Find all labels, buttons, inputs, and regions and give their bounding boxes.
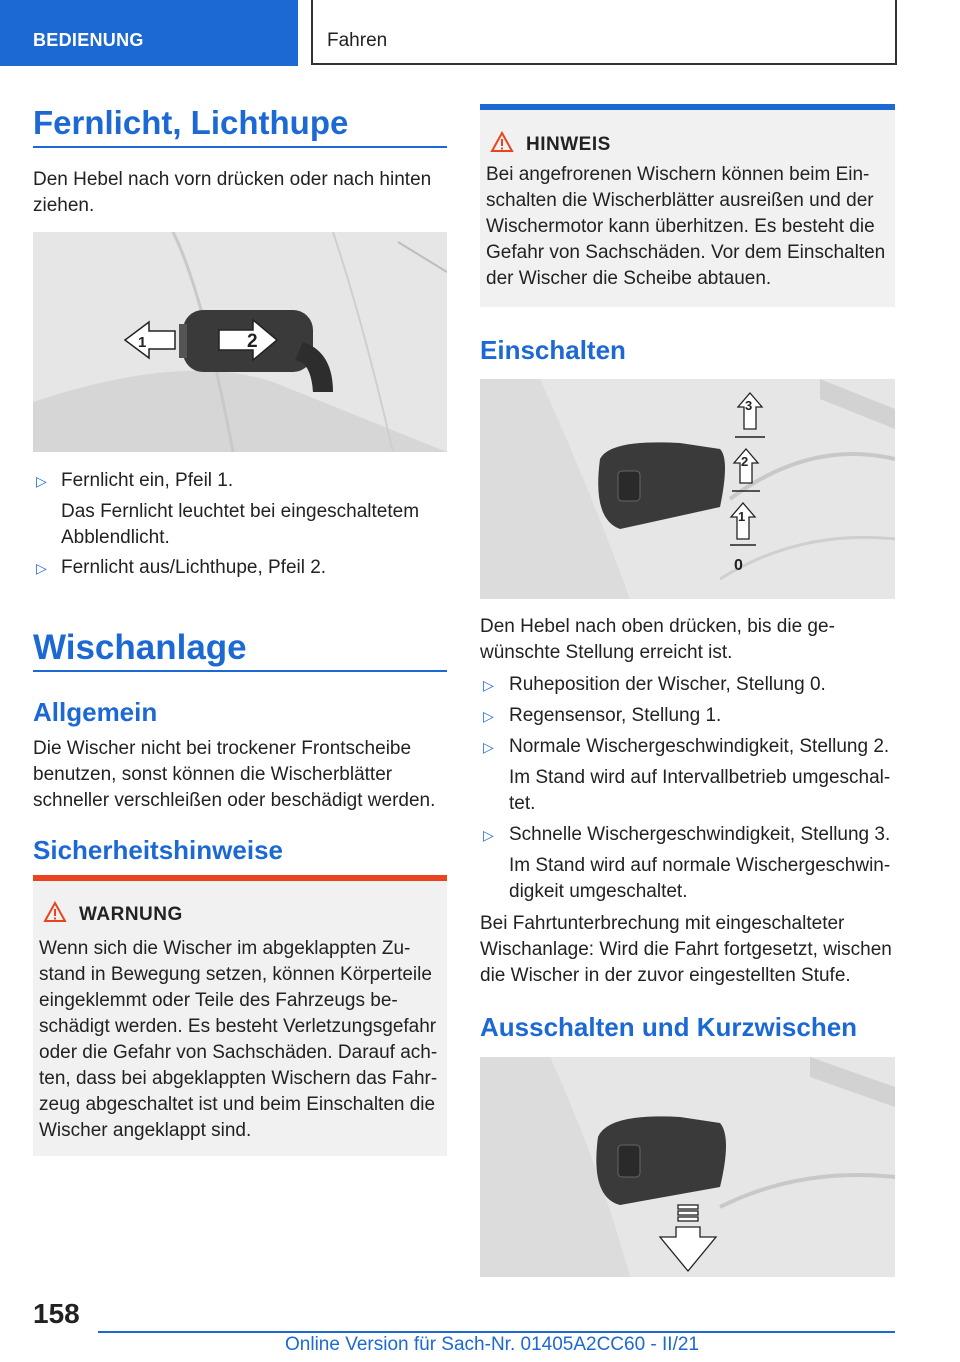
heading-ausschalten: Ausschalten und Kurzwischen [480,1012,858,1042]
einschalten-bullet: Ruheposition der Wischer, Stellung 0. [509,674,826,695]
fernlicht-intro-line: Den Hebel nach vorn drücken oder nach hinten [33,169,432,190]
page-number: 158 [33,1298,80,1329]
heading-fernlicht: Fernlicht, Lichthupe [33,104,349,141]
allgemein-line: Die Wischer nicht bei trockener Frontscheibe [33,738,412,759]
footer-online-version: Online Version für Sach-Nr. 01405A2CC60 - II/21 [285,1334,700,1355]
heading-allgemein: Allgemein [33,697,158,727]
einschalten-bullet: Normale Wischergeschwindigkeit, Stellung 2. [509,736,890,757]
triangle-right-icon: ▷ [36,560,47,576]
note-line: Wischermotor kann überhitzen. Es besteht die [486,216,875,237]
einschalten-bullet-sub: Im Stand wird auf normale Wischergeschwin- [509,855,891,876]
heading-rule [33,670,447,672]
einschalten-paragraph-line: Wischanlage: Wird die Fahrt fortgesetzt, wischen [480,939,892,960]
warning-line: eingeklemmt oder Teile des Fahrzeugs be- [39,990,398,1011]
fernlicht-bullet-sub: Das Fernlicht leuchtet bei eingeschaltetem [61,501,420,522]
warning-triangle-icon [490,131,514,153]
warning-line: stand in Bewegung setzen, können Körperteile [39,964,432,985]
allgemein-line: benutzen, sonst können die Wischerblätter [33,764,393,785]
warning-line: Wenn sich die Wischer im abgeklappten Zu- [39,938,411,959]
einschalten-bullet-sub: Im Stand wird auf Intervallbetrieb umgeschal- [509,767,891,788]
heading-wischanlage: Wischanlage [33,628,247,667]
einschalten-intro-line: Den Hebel nach oben drücken, bis die ge- [480,616,835,637]
einschalten-bullet: Regensensor, Stellung 1. [509,705,722,726]
einschalten-paragraph-line: die Wischer in der zuvor eingestellten Stufe. [480,965,851,986]
heading-sicherheitshinweise: Sicherheitshinweise [33,835,283,865]
warning-line: schädigt werden. Es besteht Verletzungsgefahr [39,1016,437,1037]
fernlicht-bullet: Fernlicht aus/Lichthupe, Pfeil 2. [61,557,327,578]
fernlicht-bullet: Fernlicht ein, Pfeil 1. [61,470,234,491]
figure-label-1: 1 [738,509,746,524]
figure-label-2: 2 [247,331,258,352]
figure-label-3: 3 [745,398,753,413]
header-chapter-label: Fahren [327,30,388,51]
warning-line: oder die Gefahr von Sachschäden. Darauf ach- [39,1042,438,1063]
einschalten-bullet: Schnelle Wischergeschwindigkeit, Stellung 3. [509,824,891,845]
allgemein-line: schneller verschleißen oder beschädigt werden. [33,790,436,811]
warning-bar [33,875,447,881]
footer-rule [98,1331,895,1333]
note-line: schalten die Wischerblätter ausreißen und der [486,190,874,211]
header-section-label: BEDIENUNG [33,30,144,50]
einschalten-bullet-sub: digkeit umgeschaltet. [509,881,688,902]
triangle-right-icon: ▷ [36,473,47,489]
warning-line: Wischer angeklappt sind. [39,1120,252,1141]
note-title: HINWEIS [526,134,611,155]
figure-label-1: 1 [138,334,147,351]
heading-einschalten: Einschalten [480,335,626,365]
einschalten-lever-figure [480,379,895,599]
figure-label-2: 2 [741,454,749,469]
triangle-right-icon: ▷ [483,677,494,693]
note-line: Bei angefrorenen Wischern können beim Ein- [486,164,870,185]
warning-line: ten, dass bei abgeklappten Wischern das Fahr- [39,1068,438,1089]
header-chapter-tab [311,0,897,65]
ausschalten-lever-figure [480,1057,895,1277]
einschalten-intro-line: wünschte Stellung erreicht ist. [480,642,733,663]
header-section-tab [0,0,298,66]
einschalten-bullet-sub: tet. [509,793,536,814]
note-line: Gefahr von Sachschäden. Vor dem Einschalten [486,242,886,263]
warning-triangle-icon [43,901,67,923]
triangle-right-icon: ▷ [483,827,494,843]
note-line: der Wischer die Scheibe abtauen. [486,268,772,289]
triangle-right-icon: ▷ [483,739,494,755]
note-box [480,104,895,307]
warning-title: WARNUNG [79,904,183,925]
warning-box [33,875,447,1156]
fernlicht-intro-line: ziehen. [33,195,95,216]
fernlicht-lever-figure [33,232,447,452]
figure-label-0: 0 [734,557,743,574]
note-bar [480,104,895,110]
einschalten-paragraph-line: Bei Fahrtunterbrechung mit eingeschalteter [480,913,845,934]
warning-line: zeug abgeschaltet ist und beim Einschalten die [39,1094,436,1115]
fernlicht-bullet-sub: Abblendlicht. [61,527,170,548]
triangle-right-icon: ▷ [483,708,494,724]
heading-rule [33,146,447,148]
